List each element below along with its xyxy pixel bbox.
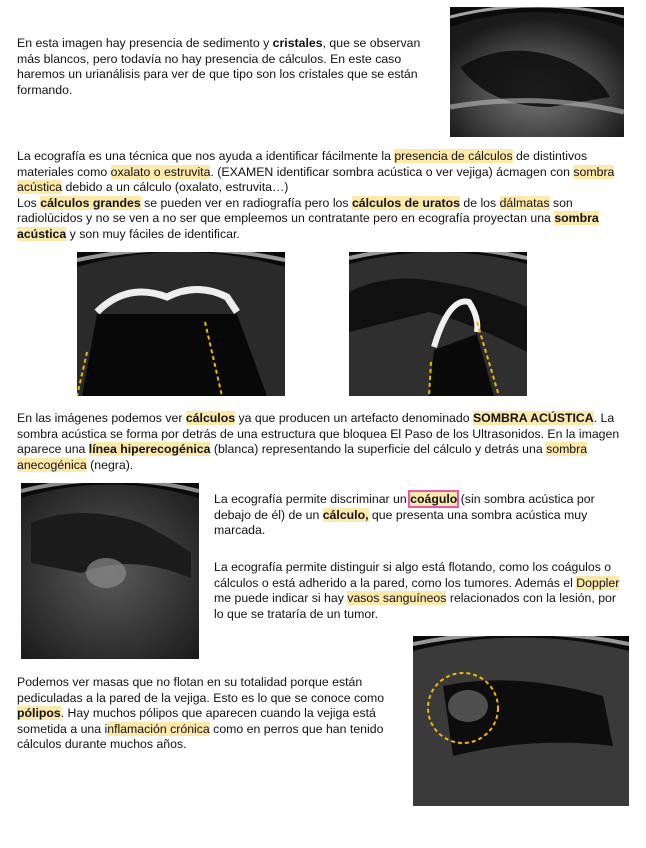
paragraph-doppler: La ecografía permite distinguir si algo está flotando, como los coágulos o cálculos o está adherido a la pared, como los tumores. Además el Doppler me puede indicar si hay vasos sanguíneos relacionados con la lesión, por lo que se trataría de un tumor. [214,560,620,621]
hl-calculos: cálculos [185,411,236,425]
ultrasound-image-calculus-2 [349,252,527,396]
ultrasound-image-polyp [413,636,629,806]
hl-presencia-calculos: presencia de cálculos [394,149,513,163]
hl-vasos-sanguineos: vasos sanguíneos [347,591,447,606]
hl-polipos: pólipos [17,706,61,721]
ultrasound-image-clot [21,483,199,659]
hl-sombra-acustica-caps: SOMBRA ACÚSTICA [472,411,594,425]
hl-doppler: Doppler [576,575,620,590]
hl-sombra-anecogenica: sombra anecogénica [17,442,588,472]
paragraph-sediment: En esta imagen hay presencia de sedimento y cristales, que se observan más blancos, pero todavía no hay presencia de cálculos. En este caso haremos un urianálisis para ver de que tipo son los cristales que se están formando. [17,36,421,97]
term-cristales: cristales [272,36,323,50]
hl-sombra-acustica-2: sombra acústica [17,211,599,241]
hl-calculo: cálculo, [322,507,369,522]
hl-linea-hiperecogenica: línea hiperecogénica [88,442,211,457]
ultrasound-image-calculus-1 [77,252,285,396]
hl-inflamacion-cronica: nflamación crónica [107,721,210,736]
hl-coagulo-boxed: coágulo [410,492,458,506]
paragraph-ecografia: La ecografía es una técnica que nos ayuda a identificar fácilmente la presencia de cálculos de distintivos materiales como oxalato o estruvita. (EXAMEN identificar sombra acústica o ver vejiga) ácmagen con sombra acústica debido a un cálculo (oxalato, estruvita…) Los cálculos grandes se pueden ver en radiografía pero los cálculos de uratos de los dálmatas son radiolúcidos y no se ven a no ser que empleemos un contratante pero en ecografía proyectan una sombra acústica y son muy fáciles de identificar. [17,149,615,241]
hl-sombra-acustica-1: sombra acústica [17,164,615,195]
paragraph-coagulo: La ecografía permite discriminar un coágulo (sin sombra acústica por debajo de él) de un cálculo, que presenta una sombra acústica muy marcada. [214,492,595,538]
hl-dalmatas: dálmatas [499,195,550,210]
paragraph-polipos: Podemos ver masas que no flotan en su totalidad porque están pediculadas a la pared de la vejiga. Esto es lo que se conoce como pólipos. Hay muchos pólipos que aparecen cuando la vejiga está sometida a una inflamación crónica como en perros que han tenido cálculos durante muchos años. [17,675,385,752]
hl-calculos-uratos: cálculos de uratos [351,195,460,210]
hl-oxalato: oxalato o estruvita [110,164,211,179]
ultrasound-image-sediment [450,7,624,137]
hl-calculos-grandes: cálculos grandes [40,195,141,210]
paragraph-sombra-acustica: En las imágenes podemos ver cálculos ya que producen un artefacto denominado SOMBRA ACÚSTICA. La sombra acústica se forma por detrás de una estructura que bloquea El Paso de los Ultrasonidos. En la imagen aparece una línea hiperecogénica (blanca) representando la superficie del cálculo y detrás una sombra anecogénica (negra). [17,411,620,472]
